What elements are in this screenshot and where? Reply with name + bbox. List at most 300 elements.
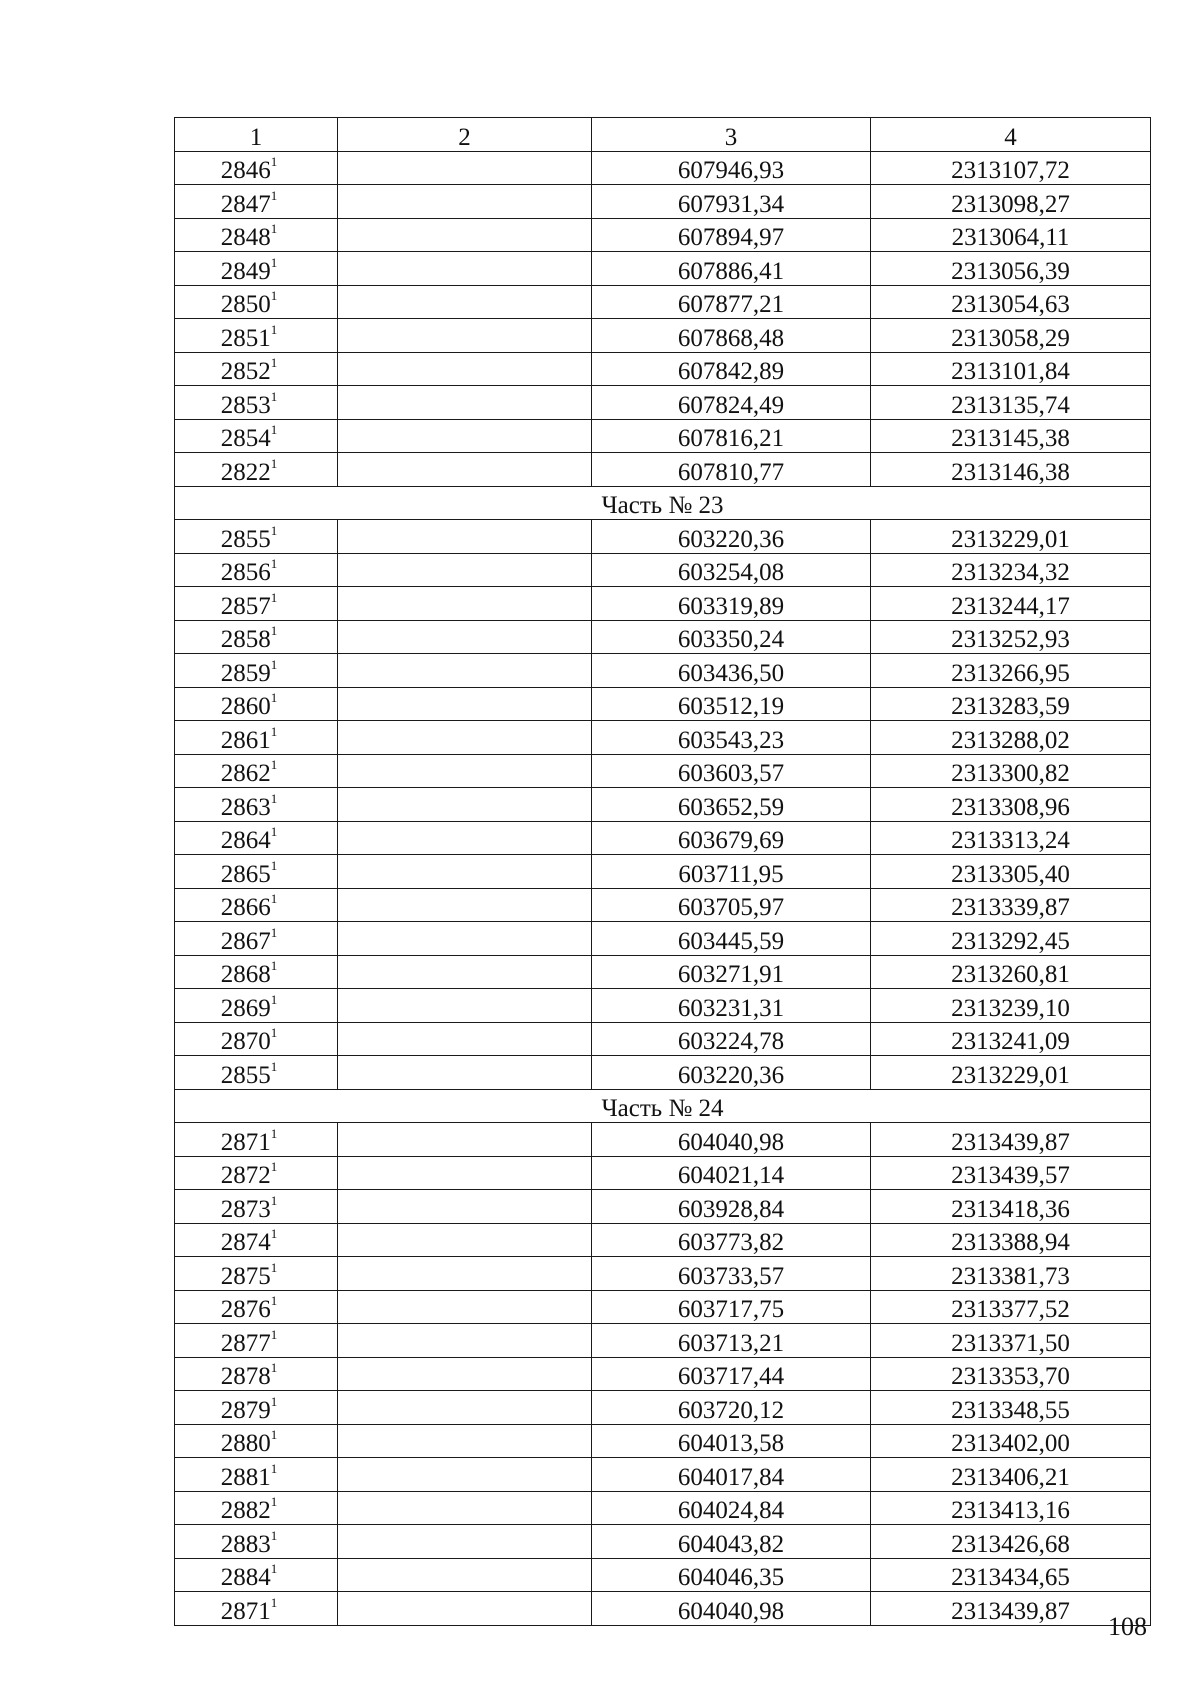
point-number-cell xyxy=(175,1156,338,1190)
col2-cell xyxy=(338,453,592,487)
col2-cell xyxy=(338,1324,592,1358)
point-superscript: 1 xyxy=(270,1393,278,1409)
point-number: 2883 xyxy=(220,1530,271,1558)
x-coordinate: 603733,57 xyxy=(592,1257,871,1291)
point-number: 2846 xyxy=(220,157,271,184)
table-row xyxy=(175,587,1151,621)
table-row xyxy=(175,520,1151,554)
point-superscript: 1 xyxy=(270,1594,278,1610)
point-number-cell xyxy=(175,1491,338,1525)
point-number-cell xyxy=(175,620,338,654)
table-row xyxy=(175,687,1151,721)
header-col-1: 1 xyxy=(175,118,338,152)
col2-cell xyxy=(338,1190,592,1224)
table-row xyxy=(175,855,1151,889)
y-coordinate: 2313434,65 xyxy=(871,1558,1151,1592)
table-row xyxy=(175,1525,1151,1559)
y-coordinate: 2313406,21 xyxy=(871,1458,1151,1492)
col2-cell xyxy=(338,151,592,185)
point-number: 2860 xyxy=(220,693,271,720)
col2-cell xyxy=(338,1491,592,1525)
point-superscript: 1 xyxy=(270,656,278,672)
table-row xyxy=(175,319,1151,353)
col2-cell xyxy=(338,520,592,554)
point-number-cell xyxy=(175,252,338,286)
table-row xyxy=(175,252,1151,286)
point-number: 2854 xyxy=(220,425,271,452)
point-superscript: 1 xyxy=(270,1192,278,1208)
table-row xyxy=(175,888,1151,922)
table-row xyxy=(175,1156,1151,1190)
header-col-4: 4 xyxy=(871,118,1151,152)
point-number-cell xyxy=(175,754,338,788)
col2-cell xyxy=(338,1525,592,1559)
point-superscript: 1 xyxy=(270,891,278,906)
x-coordinate: 604021,14 xyxy=(592,1156,871,1190)
point-number-cell xyxy=(175,352,338,386)
point-number: 2875 xyxy=(220,1262,271,1290)
section-title: Часть № 23 xyxy=(175,486,1151,520)
y-coordinate: 2313371,50 xyxy=(871,1324,1151,1358)
y-coordinate: 2313439,87 xyxy=(871,1592,1151,1626)
point-number: 2856 xyxy=(220,559,271,586)
point-superscript: 1 xyxy=(270,1527,278,1543)
point-number: 2861 xyxy=(220,726,271,754)
x-coordinate: 604040,98 xyxy=(592,1592,871,1626)
y-coordinate: 2313101,84 xyxy=(871,352,1151,386)
point-superscript: 1 xyxy=(270,1226,278,1241)
x-coordinate: 603231,31 xyxy=(592,989,871,1023)
y-coordinate: 2313381,73 xyxy=(871,1257,1151,1291)
y-coordinate: 2313135,74 xyxy=(871,386,1151,420)
point-superscript: 1 xyxy=(270,388,278,404)
point-number: 2869 xyxy=(220,994,271,1022)
point-superscript: 1 xyxy=(270,221,278,236)
col2-cell xyxy=(338,620,592,654)
table-row xyxy=(175,1290,1151,1324)
header-col-3: 3 xyxy=(592,118,871,152)
y-coordinate: 2313054,63 xyxy=(871,285,1151,319)
point-superscript: 1 xyxy=(270,924,278,940)
point-number: 2853 xyxy=(220,391,271,419)
col2-cell xyxy=(338,654,592,688)
point-superscript: 1 xyxy=(270,321,278,337)
y-coordinate: 2313145,38 xyxy=(871,419,1151,453)
x-coordinate: 603717,44 xyxy=(592,1357,871,1391)
point-number: 2862 xyxy=(220,760,271,787)
x-coordinate: 607842,89 xyxy=(592,352,871,386)
point-superscript: 1 xyxy=(270,991,278,1007)
col2-cell xyxy=(338,989,592,1023)
y-coordinate: 2313292,45 xyxy=(871,922,1151,956)
y-coordinate: 2313266,95 xyxy=(871,654,1151,688)
col2-cell xyxy=(338,1558,592,1592)
x-coordinate: 603512,19 xyxy=(592,687,871,721)
table-row xyxy=(175,1223,1151,1257)
col2-cell xyxy=(338,1123,592,1157)
x-coordinate: 604017,84 xyxy=(592,1458,871,1492)
y-coordinate: 2313252,93 xyxy=(871,620,1151,654)
point-number-cell xyxy=(175,520,338,554)
point-superscript: 1 xyxy=(270,1360,278,1375)
point-number-cell xyxy=(175,1558,338,1592)
y-coordinate: 2313107,72 xyxy=(871,151,1151,185)
point-number-cell xyxy=(175,453,338,487)
point-number: 2857 xyxy=(220,592,271,620)
y-coordinate: 2313388,94 xyxy=(871,1223,1151,1257)
y-coordinate: 2313229,01 xyxy=(871,1056,1151,1090)
point-number-cell xyxy=(175,654,338,688)
point-number-cell xyxy=(175,553,338,587)
y-coordinate: 2313229,01 xyxy=(871,520,1151,554)
point-number-cell xyxy=(175,1324,338,1358)
point-number: 2851 xyxy=(220,324,271,352)
col2-cell xyxy=(338,821,592,855)
table-row xyxy=(175,1056,1151,1090)
y-coordinate: 2313348,55 xyxy=(871,1391,1151,1425)
point-number: 2867 xyxy=(220,927,271,955)
point-number-cell xyxy=(175,1190,338,1224)
y-coordinate: 2313439,57 xyxy=(871,1156,1151,1190)
point-superscript: 1 xyxy=(270,824,278,839)
x-coordinate: 603445,59 xyxy=(592,922,871,956)
table-row xyxy=(175,620,1151,654)
y-coordinate: 2313064,11 xyxy=(871,218,1151,252)
point-number: 2849 xyxy=(220,257,271,285)
point-number: 2877 xyxy=(220,1329,271,1357)
table-row xyxy=(175,788,1151,822)
y-coordinate: 2313418,36 xyxy=(871,1190,1151,1224)
table-header-row xyxy=(175,118,1151,152)
point-number: 2884 xyxy=(220,1564,271,1591)
col2-cell xyxy=(338,1592,592,1626)
point-number-cell xyxy=(175,1257,338,1291)
point-superscript: 1 xyxy=(270,1125,278,1141)
point-number-cell xyxy=(175,888,338,922)
x-coordinate: 607946,93 xyxy=(592,151,871,185)
col2-cell xyxy=(338,1056,592,1090)
x-coordinate: 603224,78 xyxy=(592,1022,871,1056)
x-coordinate: 603652,59 xyxy=(592,788,871,822)
table-row xyxy=(175,1190,1151,1224)
x-coordinate: 607931,34 xyxy=(592,185,871,219)
x-coordinate: 603711,95 xyxy=(592,855,871,889)
point-superscript: 1 xyxy=(270,154,278,169)
x-coordinate: 604043,82 xyxy=(592,1525,871,1559)
x-coordinate: 603271,91 xyxy=(592,955,871,989)
table-row xyxy=(175,821,1151,855)
point-number: 2855 xyxy=(220,525,271,553)
table-row xyxy=(175,1257,1151,1291)
table-row xyxy=(175,553,1151,587)
y-coordinate: 2313234,32 xyxy=(871,553,1151,587)
point-superscript: 1 xyxy=(270,1326,278,1342)
point-number-cell xyxy=(175,788,338,822)
col2-cell xyxy=(338,955,592,989)
point-number: 2879 xyxy=(220,1396,271,1424)
table-body xyxy=(175,118,1151,1626)
point-superscript: 1 xyxy=(270,857,278,873)
x-coordinate: 603603,57 xyxy=(592,754,871,788)
point-superscript: 1 xyxy=(270,1561,278,1576)
point-superscript: 1 xyxy=(270,522,278,538)
point-superscript: 1 xyxy=(270,1159,278,1174)
point-number-cell xyxy=(175,1223,338,1257)
table-row xyxy=(175,1022,1151,1056)
table-row xyxy=(175,1357,1151,1391)
y-coordinate: 2313056,39 xyxy=(871,252,1151,286)
x-coordinate: 603720,12 xyxy=(592,1391,871,1425)
point-number-cell xyxy=(175,185,338,219)
y-coordinate: 2313239,10 xyxy=(871,989,1151,1023)
table-row xyxy=(175,754,1151,788)
point-number-cell xyxy=(175,1056,338,1090)
point-number: 2822 xyxy=(220,458,271,486)
x-coordinate: 607824,49 xyxy=(592,386,871,420)
point-superscript: 1 xyxy=(270,1058,278,1074)
point-number-cell xyxy=(175,687,338,721)
col2-cell xyxy=(338,1357,592,1391)
table-row xyxy=(175,218,1151,252)
col2-cell xyxy=(338,1156,592,1190)
col2-cell xyxy=(338,419,592,453)
point-superscript: 1 xyxy=(270,623,278,638)
point-superscript: 1 xyxy=(270,1494,278,1509)
table-row xyxy=(175,1324,1151,1358)
point-superscript: 1 xyxy=(270,1025,278,1040)
point-superscript: 1 xyxy=(270,790,278,806)
table-row xyxy=(175,989,1151,1023)
x-coordinate: 603350,24 xyxy=(592,620,871,654)
point-number-cell xyxy=(175,151,338,185)
point-number-cell xyxy=(175,587,338,621)
point-number-cell xyxy=(175,955,338,989)
y-coordinate: 2313283,59 xyxy=(871,687,1151,721)
x-coordinate: 603543,23 xyxy=(592,721,871,755)
y-coordinate: 2313353,70 xyxy=(871,1357,1151,1391)
point-number-cell xyxy=(175,1022,338,1056)
table-row xyxy=(175,1592,1151,1626)
y-coordinate: 2313339,87 xyxy=(871,888,1151,922)
col2-cell xyxy=(338,855,592,889)
x-coordinate: 603254,08 xyxy=(592,553,871,587)
point-number: 2850 xyxy=(220,291,271,318)
y-coordinate: 2313402,00 xyxy=(871,1424,1151,1458)
y-coordinate: 2313260,81 xyxy=(871,955,1151,989)
x-coordinate: 603773,82 xyxy=(592,1223,871,1257)
table-row xyxy=(175,1123,1151,1157)
col2-cell xyxy=(338,386,592,420)
point-number-cell xyxy=(175,1458,338,1492)
col2-cell xyxy=(338,922,592,956)
y-coordinate: 2313313,24 xyxy=(871,821,1151,855)
x-coordinate: 603319,89 xyxy=(592,587,871,621)
x-coordinate: 607886,41 xyxy=(592,252,871,286)
coordinates-table xyxy=(174,117,1151,1626)
col2-cell xyxy=(338,721,592,755)
point-number-cell xyxy=(175,1592,338,1626)
point-number-cell xyxy=(175,855,338,889)
point-number: 2873 xyxy=(220,1195,271,1223)
point-number-cell xyxy=(175,1357,338,1391)
table-row xyxy=(175,955,1151,989)
point-superscript: 1 xyxy=(270,187,278,203)
x-coordinate: 603679,69 xyxy=(592,821,871,855)
x-coordinate: 604040,98 xyxy=(592,1123,871,1157)
y-coordinate: 2313426,68 xyxy=(871,1525,1151,1559)
table-row xyxy=(175,151,1151,185)
col2-cell xyxy=(338,285,592,319)
point-superscript: 1 xyxy=(270,422,278,437)
x-coordinate: 607877,21 xyxy=(592,285,871,319)
point-number: 2882 xyxy=(220,1497,271,1524)
col2-cell xyxy=(338,754,592,788)
point-number: 2876 xyxy=(220,1296,271,1323)
point-superscript: 1 xyxy=(270,723,278,739)
col2-cell xyxy=(338,352,592,386)
col2-cell xyxy=(338,185,592,219)
col2-cell xyxy=(338,319,592,353)
section-row xyxy=(175,486,1151,520)
point-number-cell xyxy=(175,218,338,252)
table-row xyxy=(175,419,1151,453)
y-coordinate: 2313288,02 xyxy=(871,721,1151,755)
point-number: 2859 xyxy=(220,659,271,687)
table-row xyxy=(175,1458,1151,1492)
point-number: 2848 xyxy=(220,224,271,251)
point-number-cell xyxy=(175,1525,338,1559)
y-coordinate: 2313241,09 xyxy=(871,1022,1151,1056)
point-superscript: 1 xyxy=(270,1293,278,1308)
point-number-cell xyxy=(175,1290,338,1324)
point-superscript: 1 xyxy=(270,589,278,605)
point-number: 2864 xyxy=(220,827,271,854)
col2-cell xyxy=(338,1257,592,1291)
point-number: 2858 xyxy=(220,626,271,653)
point-number: 2872 xyxy=(220,1162,271,1189)
point-number-cell xyxy=(175,386,338,420)
y-coordinate: 2313305,40 xyxy=(871,855,1151,889)
point-number: 2866 xyxy=(220,894,271,921)
col2-cell xyxy=(338,888,592,922)
point-number: 2874 xyxy=(220,1229,271,1256)
point-number: 2852 xyxy=(220,358,271,385)
section-row xyxy=(175,1089,1151,1123)
col2-cell xyxy=(338,1424,592,1458)
col2-cell xyxy=(338,1290,592,1324)
col2-cell xyxy=(338,1022,592,1056)
point-superscript: 1 xyxy=(270,757,278,772)
point-number: 2863 xyxy=(220,793,271,821)
x-coordinate: 607868,48 xyxy=(592,319,871,353)
table-row xyxy=(175,285,1151,319)
point-number-cell xyxy=(175,821,338,855)
point-superscript: 1 xyxy=(270,1259,278,1275)
header-col-2: 2 xyxy=(338,118,592,152)
point-number-cell xyxy=(175,319,338,353)
col2-cell xyxy=(338,218,592,252)
point-number: 2871 xyxy=(220,1597,271,1625)
point-number: 2881 xyxy=(220,1463,271,1491)
point-number: 2880 xyxy=(220,1430,271,1457)
x-coordinate: 603713,21 xyxy=(592,1324,871,1358)
x-coordinate: 603220,36 xyxy=(592,1056,871,1090)
table-row xyxy=(175,386,1151,420)
point-number-cell xyxy=(175,285,338,319)
col2-cell xyxy=(338,553,592,587)
point-superscript: 1 xyxy=(270,1460,278,1476)
y-coordinate: 2313377,52 xyxy=(871,1290,1151,1324)
table-row xyxy=(175,654,1151,688)
point-superscript: 1 xyxy=(270,1427,278,1442)
point-number: 2855 xyxy=(220,1061,271,1089)
y-coordinate: 2313308,96 xyxy=(871,788,1151,822)
col2-cell xyxy=(338,1391,592,1425)
x-coordinate: 603928,84 xyxy=(592,1190,871,1224)
point-superscript: 1 xyxy=(270,958,278,973)
point-number-cell xyxy=(175,1391,338,1425)
col2-cell xyxy=(338,252,592,286)
point-superscript: 1 xyxy=(270,254,278,270)
x-coordinate: 604024,84 xyxy=(592,1491,871,1525)
col2-cell xyxy=(338,1223,592,1257)
point-number-cell xyxy=(175,922,338,956)
y-coordinate: 2313244,17 xyxy=(871,587,1151,621)
table-row xyxy=(175,453,1151,487)
point-number-cell xyxy=(175,1123,338,1157)
point-number: 2868 xyxy=(220,961,271,988)
y-coordinate: 2313058,29 xyxy=(871,319,1151,353)
table-row xyxy=(175,922,1151,956)
table-row xyxy=(175,1424,1151,1458)
point-number: 2847 xyxy=(220,190,271,218)
table-row xyxy=(175,1491,1151,1525)
point-number-cell xyxy=(175,721,338,755)
point-superscript: 1 xyxy=(270,690,278,705)
point-number: 2870 xyxy=(220,1028,271,1055)
col2-cell xyxy=(338,587,592,621)
section-title: Часть № 24 xyxy=(175,1089,1151,1123)
col2-cell xyxy=(338,1458,592,1492)
point-superscript: 1 xyxy=(270,556,278,571)
x-coordinate: 607810,77 xyxy=(592,453,871,487)
x-coordinate: 603436,50 xyxy=(592,654,871,688)
x-coordinate: 603705,97 xyxy=(592,888,871,922)
point-number: 2878 xyxy=(220,1363,271,1390)
col2-cell xyxy=(338,788,592,822)
y-coordinate: 2313146,38 xyxy=(871,453,1151,487)
col2-cell xyxy=(338,687,592,721)
x-coordinate: 603220,36 xyxy=(592,520,871,554)
point-number-cell xyxy=(175,989,338,1023)
point-number: 2871 xyxy=(220,1128,271,1156)
table-row xyxy=(175,185,1151,219)
table-row xyxy=(175,1558,1151,1592)
y-coordinate: 2313439,87 xyxy=(871,1123,1151,1157)
point-number: 2865 xyxy=(220,860,271,888)
table-row xyxy=(175,352,1151,386)
x-coordinate: 604013,58 xyxy=(592,1424,871,1458)
x-coordinate: 603717,75 xyxy=(592,1290,871,1324)
x-coordinate: 607816,21 xyxy=(592,419,871,453)
point-number-cell xyxy=(175,1424,338,1458)
y-coordinate: 2313098,27 xyxy=(871,185,1151,219)
point-superscript: 1 xyxy=(270,455,278,471)
point-number-cell xyxy=(175,419,338,453)
table-row xyxy=(175,1391,1151,1425)
x-coordinate: 607894,97 xyxy=(592,218,871,252)
table-row xyxy=(175,721,1151,755)
